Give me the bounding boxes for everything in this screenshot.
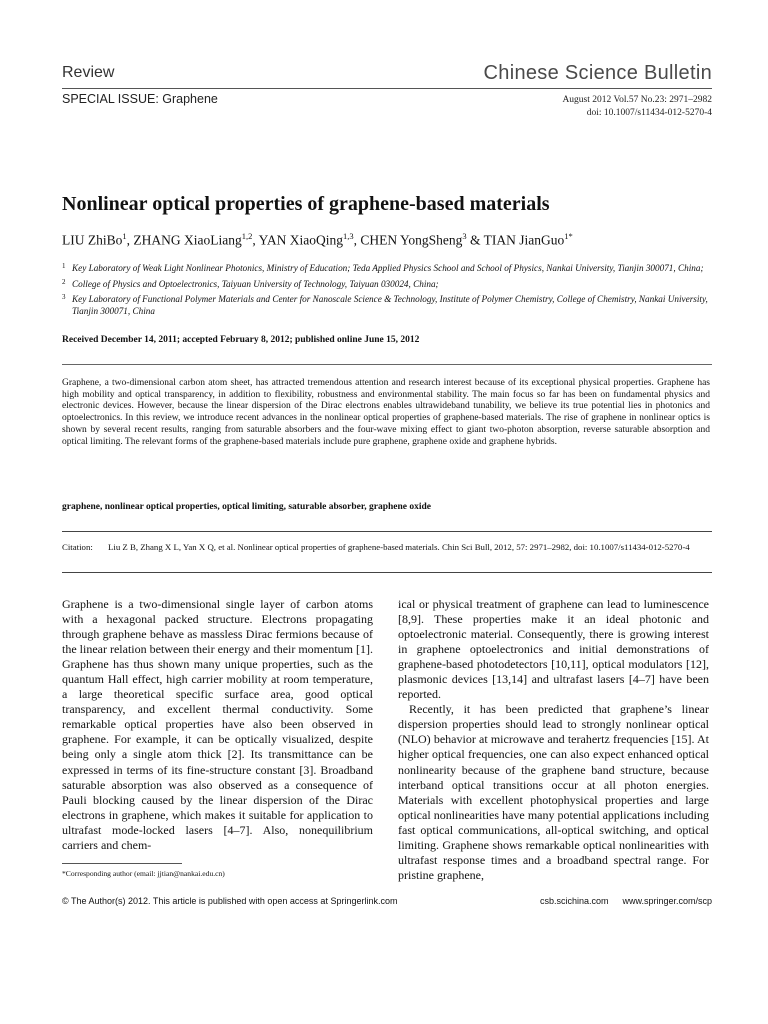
affiliation-text: College of Physics and Optoelectronics, Taiyuan University of Technology, Taiyuan 030024, China; xyxy=(72,278,439,289)
affiliation-list xyxy=(62,263,712,321)
author-separator: , xyxy=(353,232,361,248)
body-paragraph: ical or physical treatment of graphene can lead to luminescence [8,9]. These properties make it an ideal photonic and optoelectronic material. Consequently, there is growing interest in graphene optoelectronics and initial demonstrations of graphene-based photodetectors [10,11], optical modulators [12], plasmonic devices [13,14] and ultrafast lasers [4–7] have been reported. xyxy=(398,597,709,702)
header-rule xyxy=(62,88,712,89)
citation-rule-top xyxy=(62,531,712,532)
issue-info: August 2012 Vol.57 No.23: 2971–2982 xyxy=(562,95,712,105)
abstract-rule xyxy=(62,364,712,365)
header xyxy=(62,62,712,86)
author-affiliation-mark: 1 xyxy=(122,231,127,241)
footnote-rule xyxy=(62,863,182,864)
author-affiliation-mark: 1,2 xyxy=(241,231,253,241)
author-list xyxy=(62,231,712,249)
affiliation-text: Key Laboratory of Weak Light Nonlinear Photonics, Ministry of Education; Teda Applied Physics School and School of Physics, Nankai University, Tianjin 300071, China; xyxy=(72,263,704,273)
journal-name: Chinese Science Bulletin xyxy=(483,62,712,84)
footer-links xyxy=(540,896,712,906)
citation-rule-bottom xyxy=(62,572,712,573)
author-affiliation-mark: 1* xyxy=(564,231,573,241)
affiliation-text: Key Laboratory of Functional Polymer Materials and Center for Nanoscale Science & Technology, Institute of Polymer Chemistry, College of Chemistry, Nankai University, Tianjin 300071, China xyxy=(72,294,708,316)
author-name: ZHANG XiaoLiang xyxy=(133,232,242,248)
received-dates: Received December 14, 2011; accepted February 8, 2012; published online June 15, 2012 xyxy=(62,335,420,345)
author-name: LIU ZhiBo xyxy=(62,232,123,248)
affiliation xyxy=(62,279,712,291)
corresponding-author-footnote: *Corresponding author (email: jjtian@nankai.edu.cn) xyxy=(62,869,225,878)
keywords: graphene, nonlinear optical properties, optical limiting, saturable absorber, graphene oxide xyxy=(62,502,432,512)
section-label: Review xyxy=(62,64,115,81)
citation-text: Liu Z B, Zhang X L, Yan X Q, et al. Nonlinear optical properties of graphene-based materials. Chin Sci Bull, 2012, 57: 2971–2982, doi: 10.1007/s11434-012-5270-4 xyxy=(108,542,690,552)
author-name: CHEN YongSheng xyxy=(360,232,463,248)
footer-link-springer[interactable]: www.springer.com/scp xyxy=(622,896,712,906)
affiliation-mark: 1 xyxy=(62,262,66,270)
body-column-left xyxy=(62,597,373,853)
author-separator: & xyxy=(466,232,484,248)
affiliation xyxy=(62,263,712,275)
citation-label: Citation: xyxy=(62,542,93,552)
doi: doi: 10.1007/s11434-012-5270-4 xyxy=(586,108,712,118)
author-affiliation-mark: 3 xyxy=(462,231,467,241)
affiliation-mark: 2 xyxy=(62,277,66,286)
body-paragraph: Graphene is a two-dimensional single layer of carbon atoms with a hexagonal packed structure. Electrons propagating through graphene behave as massless Dirac fermions because of the linear relation between their energy and their momentum [1]. Graphene has thus shown many unique properties, such as the quantum Hall effect, high carrier mobility at room temperature, a large theoretical specific surface area, good optical transparency, and excellent thermal conductivity. Some remarkable optical properties have also been observed in graphene. For example, it can be optically visualized, despite being only a single atom thick [2]. Its transmittance can be expressed in terms of its fine-structure constant [3]. Broadband saturable absorption was also observed as a consequence of Pauli blocking caused by the linear dispersion of the Dirac electrons in graphene, which makes it suitable for application to ultrafast mode-locked lasers [4–7]. Also, nonequilibrium carriers and chem- xyxy=(62,597,373,852)
copyright-notice: © The Author(s) 2012. This article is published with open access at Springerlink.com xyxy=(62,896,398,906)
article-title: Nonlinear optical properties of graphene-based materials xyxy=(62,193,550,215)
author-separator: , xyxy=(252,232,259,248)
body-paragraph: Recently, it has been predicted that graphene’s linear dispersion properties should lead to strongly nonlinear optical (NLO) behavior at microwave and terahertz frequencies [15]. At higher optical frequencies, one can also expect enhanced optical nonlinearity because of the graphene band structure, because interband optical transitions occur at all photon energies. Materials with excellent photophysical properties and large optical nonlinearities have many potential applications including fast optical communications, all-optical switching, and optical limiting. Graphene shows remarkable optical nonlinearities with ultrafast response times and a broadband spectral range. For pristine graphene, xyxy=(398,702,709,882)
affiliation xyxy=(62,294,712,317)
issue-meta xyxy=(562,94,712,120)
body-column-right xyxy=(398,597,709,883)
special-issue-label: SPECIAL ISSUE: Graphene xyxy=(62,92,218,106)
abstract: Graphene, a two-dimensional carbon atom sheet, has attracted tremendous attention and research interest because of its exceptional physical properties. Graphene has high mobility and optical transparency, in addition to flexibility, robustness and environmental stability. The main focus so far has been on fundamental physics and electronic devices. However, because the linear dispersion of the Dirac electrons enables ultrawideband tunability, we believe its true potential lies in photonics and optoelectronics. In this review, we introduce recent advances in the nonlinear optical properties of graphene-based materials. The rise of graphene in nonlinear optics is shown by several recent results, ranging from saturable absorbers and the four-wave mixing effect to giant two-photon absorption, reverse saturable absorption and optical limiting. The relevant forms of the graphene-based materials include pure graphene, graphene oxide and graphene hybrids. xyxy=(62,378,710,447)
affiliation-mark: 3 xyxy=(62,293,66,301)
author-affiliation-mark: 1,3 xyxy=(342,231,354,241)
author-name: YAN XiaoQing xyxy=(258,232,343,248)
footer-link-csb[interactable]: csb.scichina.com xyxy=(539,896,609,906)
author-separator: , xyxy=(126,232,134,248)
author-name: TIAN JianGuo xyxy=(483,232,565,248)
